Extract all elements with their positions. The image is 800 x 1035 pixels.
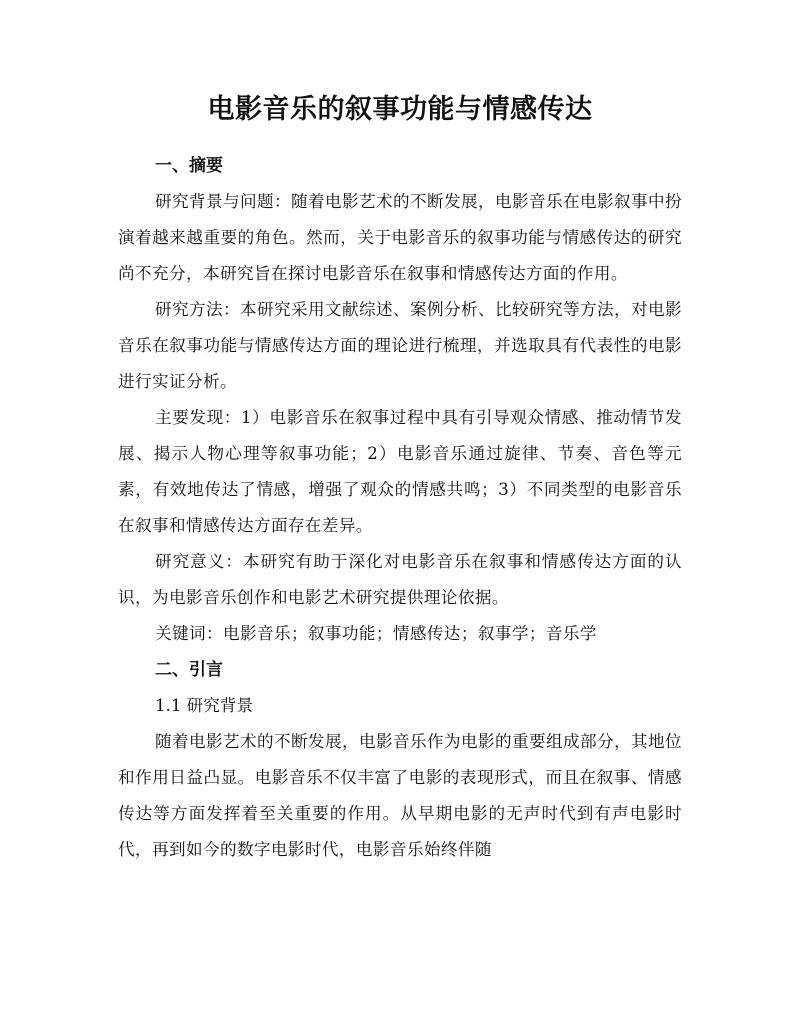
title-spacer	[118, 130, 682, 148]
section-heading-introduction: 二、引言	[155, 660, 223, 680]
introduction-paragraph: 随着电影艺术的不断发展，电影音乐作为电影的重要组成部分，其地位和作用日益凸显。电影音乐不仅丰富了电影的表现形式，而且在叙事、情感传达等方面发挥着至关重要的作用。从早期电影的无声时代到有声电影时代，再到如今的数字电影时代，电影音乐始终伴随	[118, 732, 682, 859]
keywords-paragraph: 关键词：电影音乐；叙事功能；情感传达；叙事学；音乐学	[155, 624, 597, 643]
document-title: 电影音乐的叙事功能与情感传达	[207, 94, 593, 125]
abstract-findings-paragraph: 主要发现：1）电影音乐在叙事过程中具有引导观众情感、推动情节发展、揭示人物心理等叙事功能；2）电影音乐通过旋律、节奏、音色等元素，有效地传达了情感，增强了观众的情感共鸣；3）不同类型的电影音乐在叙事和情感传达方面存在差异。	[118, 408, 682, 535]
abstract-background-paragraph: 研究背景与问题：随着电影艺术的不断发展，电影音乐在电影叙事中扮演着越来越重要的角色。然而，关于电影音乐的叙事功能与情感传达的研究尚不充分，本研究旨在探讨电影音乐在叙事和情感传达方面的作用。	[118, 192, 682, 283]
subsection-heading-background: 1.1 研究背景	[155, 696, 254, 715]
abstract-significance-paragraph: 研究意义：本研究有助于深化对电影音乐在叙事和情感传达方面的认识，为电影音乐创作和电影艺术研究提供理论依据。	[118, 552, 682, 607]
abstract-methods-paragraph: 研究方法：本研究采用文献综述、案例分析、比较研究等方法，对电影音乐在叙事功能与情感传达方面的理论进行梳理，并选取具有代表性的电影进行实证分析。	[118, 300, 682, 391]
section-heading-abstract: 一、摘要	[155, 156, 223, 176]
